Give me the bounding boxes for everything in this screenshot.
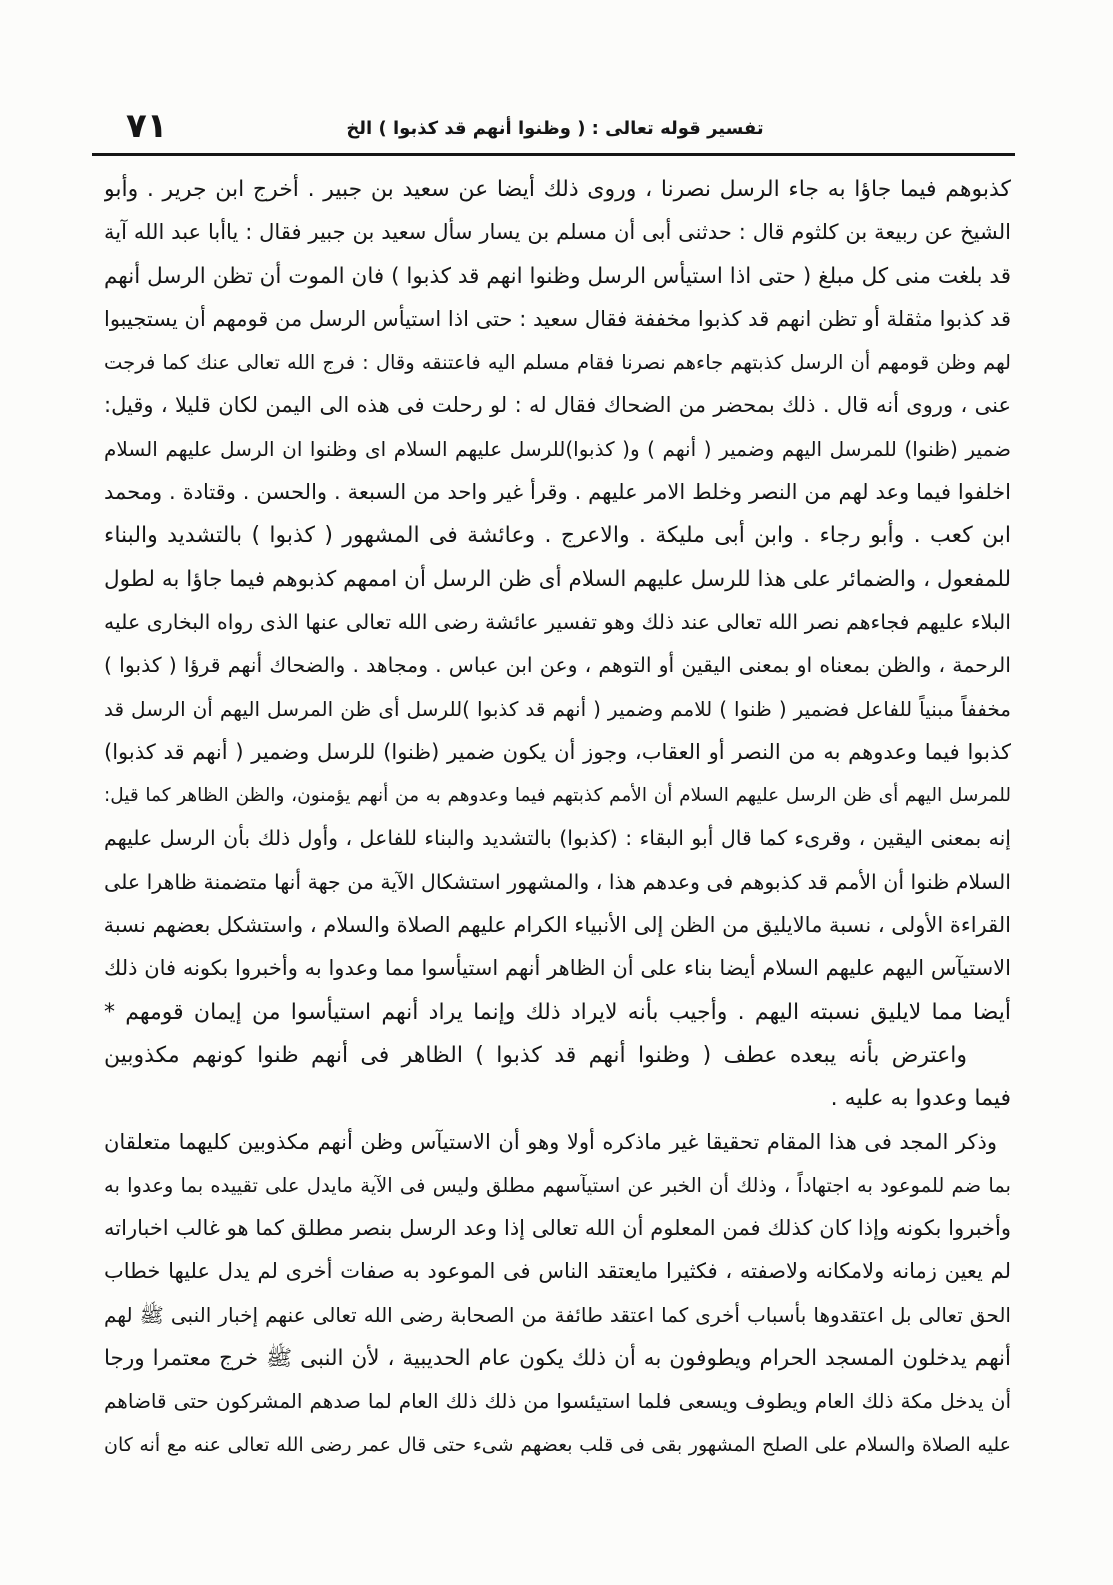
running-header-title: تفسير قوله تعالى : ( وظنوا أنهم قد كذبوا ) الخ [346,118,764,139]
text-line: الاستيآس اليهم عليهم السلام أيضا بناء على أن الظاهر أنهم استيأسوا مما وعدوا به وأخبروا بكونه فان ذلك [104,956,1011,981]
text-line: عنى ، وروى أنه قال . ذلك بمحضر من الضحاك فقال له : لو رحلت فى هذه الى اليمن لكان قليلا ، وقيل: [104,393,1011,418]
text-line: عليه الصلاة والسلام على الصلح المشهور بقى فى قلب بعضهم شىء حتى قال عمر رضى الله تعالى عنه مع أنه كان [104,1433,1011,1456]
page-number: ٧١ [126,106,168,146]
text-line: أيضا مما لايليق نسبته اليهم . وأجيب بأنه لايراد ذلك وإنما يراد أنهم استيأسوا من إيمان قومهم * [104,999,1011,1025]
text-line: الرحمة ، والظن بمعناه او بمعنى اليقين أو التوهم ، وعن ابن عباس . ومجاهد . والضحاك أنهم قرؤا ( كذبوا ) [104,653,1011,678]
text-line: بما ضم للموعود به اجتهاداً ، وذلك أن الخبر عن استيآسهم مطلق وليس فى الآية مايدل على تقييده بما وعدوا به [104,1173,1011,1197]
text-line: قد بلغت منى كل مبلغ ( حتى اذا استيأس الرسل وظنوا انهم قد كذبوا ) فان الموت أن تظن الرسل أنهم [104,263,1011,289]
text-line: للمفعول ، والضمائر على هذا للرسل عليهم السلام أى ظن الرسل أن اممهم كذبوهم فيما جاؤا به لطول [104,566,1011,592]
text-line: إنه بمعنى اليقين ، وقرىء كما قال أبو البقاء : (كذبوا) بالتشديد والبناء للفاعل ، وأول ذلك بأن الرسل عليهم [104,826,1011,851]
text-line: أن يدخل مكة ذلك العام ويطوف ويسعى فلما استيئسوا من ذلك ذلك العام لما صدهم المشركون حتى قاضاهم [104,1389,1011,1414]
text-line: كذبوهم فيما جاؤا به جاء الرسل نصرنا ، وروى ذلك أيضا عن سعيد بن جبير . أخرج ابن جرير . وأبو [104,177,1011,202]
text-line: مخففاً مبنياً للفاعل فضمير ( ظنوا ) للامم وضمير ( أنهم قد كذبوا )للرسل أى ظن المرسل اليهم أن الرسل قد [104,696,1011,721]
text-line: اخلفوا فيما وعد لهم من النصر وخلط الامر عليهم . وقرأ غير واحد من السبعة . والحسن . وقتادة . ومحمد [104,480,1011,505]
text-line: لهم وظن قومهم أن الرسل كذبتهم جاءهم نصرنا فقام مسلم اليه فاعتنقه وقال : فرج الله تعالى عنك كما فرجت [104,351,1011,375]
paragraph-first-line: واعترض بأنه يبعده عطف ( وظنوا أنهم قد كذبوا ) الظاهر فى أنهم ظنوا كونهم مكذوبين [104,1042,967,1068]
text-line: ضمير (ظنوا) للمرسل اليهم وضمير ( أنهم ) و( كذبوا)للرسل عليهم السلام اى وظنوا ان الرسل عليهم السلام [104,436,1011,461]
text-line: الشيخ عن ربيعة بن كلثوم قال : حدثنى أبى أن مسلم بن يسار سأل سعيد بن جبير فقال : ياأبا عبد الله آية [104,220,1011,245]
text-line: أنهم يدخلون المسجد الحرام ويطوفون به أن ذلك يكون عام الحديبية ، لأن النبى ﷺ خرج معتمرا ورجا [104,1346,1011,1372]
text-line: كذبوا فيما وعدوهم به من النصر أو العقاب، وجوز أن يكون ضمير (ظنوا) للرسل وضمير ( أنهم قد كذبوا) [104,739,1011,764]
text-line: قد كذبوا مثقلة أو تظن انهم قد كذبوا مخففة فقال سعيد : حتى اذا استيأس الرسل من قومهم أن يستجيبوا [104,306,1011,331]
paragraph-first-line: وذكر المجد فى هذا المقام تحقيقا غير ماذكره أولا وهو أن الاستيآس وظن أنهم مكذوبين كليهما متعلقان [104,1129,997,1154]
text-line: ابن كعب . وأبو رجاء . وابن أبى مليكة . والاعرج . وعائشة فى المشهور ( كذبوا ) بالتشديد والبناء [104,523,1011,549]
text-line: السلام ظنوا أن الأمم قد كذبوهم فى وعدهم هذا ، والمشهور استشكال الآية من جهة أنها متضمنة ظاهرا على [104,869,1011,894]
text-line: وأخبروا بكونه وإذا كان كذلك فمن المعلوم أن الله تعالى إذا وعد الرسل بنصر مطلق كما هو غالب اخباراته [104,1216,1011,1241]
text-body [104,168,1011,1467]
text-line: البلاء عليهم فجاءهم نصر الله تعالى عند ذلك وهو تفسير عائشة رضى الله تعالى عنها الذى رواه البخارى عليه [104,609,1011,634]
text-line: القراءة الأولى ، نسبة مالايليق من الظن إلى الأنبياء الكرام عليهم الصلاة والسلام ، واستشكل بعضهم نسبة [104,913,1011,938]
header-rule [92,153,1015,156]
text-line: الحق تعالى بل اعتقدوها بأسباب أخرى كما اعتقد طائفة من الصحابة رضى الله تعالى عنهم إخبار النبى ﷺ لهم [104,1302,1011,1327]
paragraph-last-line: فيما وعدوا به عليه . [830,1086,1011,1112]
text-line: لم يعين زمانه ولامكانه ولاصفته ، فكثيرا مايعتقد الناس فى الموعود به صفات أخرى لم يدل عليها خطاب [104,1259,1011,1284]
text-line: للمرسل اليهم أى ظن الرسل عليهم السلام أن الأمم كذبتهم فيما وعدوهم به من أنهم يؤمنون، والظن الظاهر كما قيل: [104,785,1011,807]
